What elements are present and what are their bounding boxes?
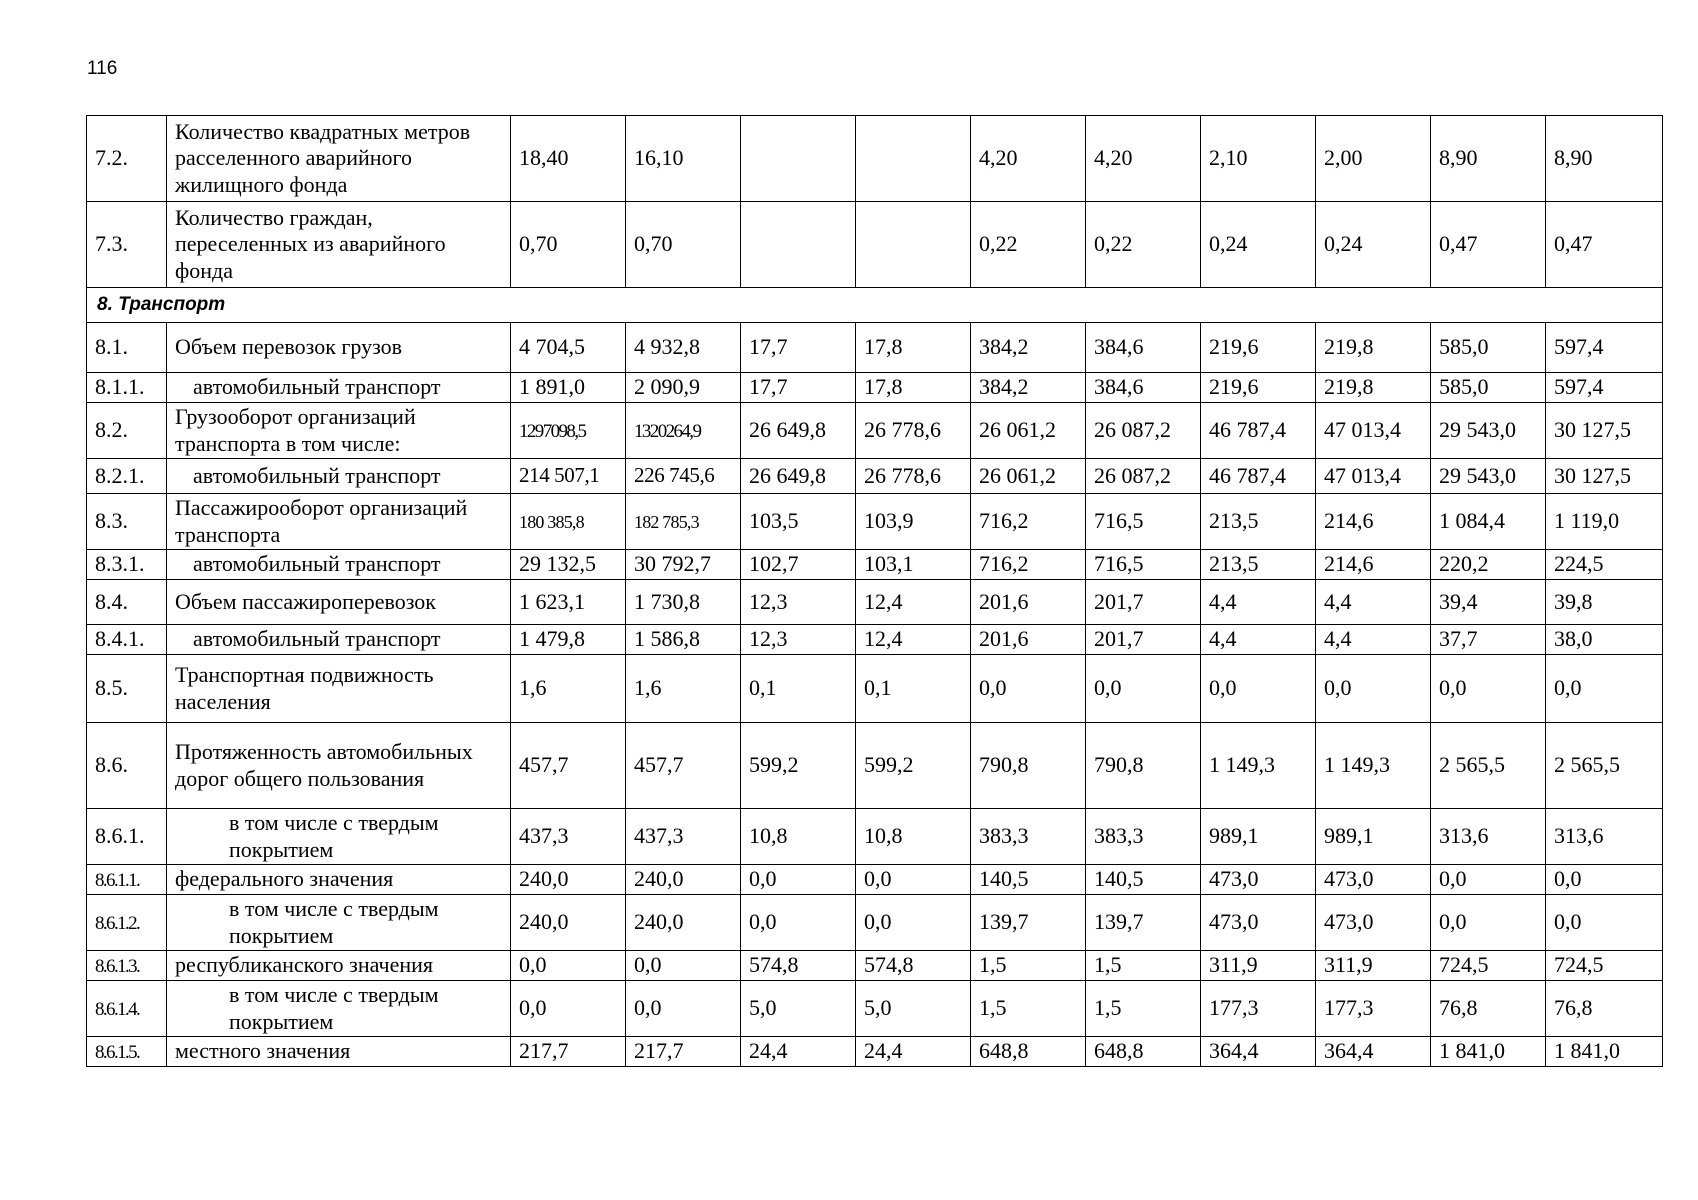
- value-cell: 0,47: [1546, 202, 1663, 288]
- value-cell: 0,22: [971, 202, 1086, 288]
- value-cell: 0,0: [626, 981, 741, 1037]
- value-cell: [626, 403, 741, 459]
- row-number: 8.2.: [87, 403, 167, 459]
- value-cell: 0,47: [1431, 202, 1546, 288]
- value-cell: 240,0: [511, 895, 626, 951]
- value-cell: 220,2: [1431, 550, 1546, 580]
- value-cell: 1,5: [971, 951, 1086, 981]
- value-cell: 437,3: [626, 809, 741, 865]
- value-cell: 226 745,6: [626, 459, 741, 494]
- value-cell: 0,0: [856, 865, 971, 895]
- table-row: [87, 323, 1663, 373]
- value-cell: 384,2: [971, 373, 1086, 403]
- value-cell: 30 127,5: [1546, 403, 1663, 459]
- value-cell: 648,8: [1086, 1037, 1201, 1067]
- value-cell: 790,8: [1086, 723, 1201, 809]
- value-cell: 46 787,4: [1201, 403, 1316, 459]
- value-cell: 1 841,0: [1431, 1037, 1546, 1067]
- value-cell: 219,6: [1201, 373, 1316, 403]
- value-cell: 1 149,3: [1316, 723, 1431, 809]
- value-cell: 0,0: [1431, 895, 1546, 951]
- value-cell: 8,90: [1546, 116, 1663, 202]
- value-cell: 0,0: [626, 951, 741, 981]
- value-cell: 1,6: [511, 655, 626, 723]
- value-cell: [856, 202, 971, 288]
- value-cell: 201,7: [1086, 580, 1201, 625]
- value-cell: 24,4: [856, 1037, 971, 1067]
- value-cell: 139,7: [971, 895, 1086, 951]
- value-cell: 26 778,6: [856, 403, 971, 459]
- value-cell: [626, 494, 741, 550]
- value-cell: 585,0: [1431, 323, 1546, 373]
- value-cell: 989,1: [1201, 809, 1316, 865]
- table-row: [87, 655, 1663, 723]
- value-cell: 2,00: [1316, 116, 1431, 202]
- value-cell: 0,0: [1431, 655, 1546, 723]
- table-row: [87, 951, 1663, 981]
- table-row: [87, 625, 1663, 655]
- value-cell: 76,8: [1431, 981, 1546, 1037]
- value-cell: 0,24: [1201, 202, 1316, 288]
- table-row: [87, 580, 1663, 625]
- value-cell: 599,2: [741, 723, 856, 809]
- row-name: Объем перевозок грузов: [167, 323, 511, 373]
- value-cell: 139,7: [1086, 895, 1201, 951]
- value-cell: 240,0: [511, 865, 626, 895]
- value-cell: [856, 116, 971, 202]
- value-cell: 26 778,6: [856, 459, 971, 494]
- value-text: 180 385,8: [519, 512, 584, 533]
- value-cell: 574,8: [856, 951, 971, 981]
- value-cell: 12,3: [741, 625, 856, 655]
- value-cell: 0,0: [1316, 655, 1431, 723]
- value-cell: 0,0: [741, 895, 856, 951]
- value-cell: 30 792,7: [626, 550, 741, 580]
- value-cell: 12,3: [741, 580, 856, 625]
- row-number: [87, 895, 167, 951]
- value-cell: 0,1: [741, 655, 856, 723]
- value-cell: 10,8: [741, 809, 856, 865]
- row-name: автомобильный транспорт: [167, 373, 511, 403]
- value-cell: 240,0: [626, 895, 741, 951]
- value-cell: 26 087,2: [1086, 459, 1201, 494]
- value-cell: 384,6: [1086, 373, 1201, 403]
- value-cell: 0,0: [511, 951, 626, 981]
- row-number: 8.4.1.: [87, 625, 167, 655]
- row-name: республиканского значения: [167, 951, 511, 981]
- row-name: Количество квадратных метров расселенного аварийного жилищного фонда: [167, 116, 511, 202]
- value-cell: 26 061,2: [971, 403, 1086, 459]
- value-cell: 1 084,4: [1431, 494, 1546, 550]
- value-cell: 12,4: [856, 625, 971, 655]
- value-cell: 473,0: [1201, 865, 1316, 895]
- row-number: 8.6.: [87, 723, 167, 809]
- row-number: 8.1.1.: [87, 373, 167, 403]
- value-cell: 311,9: [1201, 951, 1316, 981]
- value-cell: 716,2: [971, 494, 1086, 550]
- value-cell: 0,1: [856, 655, 971, 723]
- value-cell: 2 565,5: [1546, 723, 1663, 809]
- value-cell: 16,10: [626, 116, 741, 202]
- table-row: [87, 116, 1663, 202]
- value-cell: 473,0: [1201, 895, 1316, 951]
- value-cell: 103,5: [741, 494, 856, 550]
- value-cell: 103,1: [856, 550, 971, 580]
- value-cell: 0,70: [511, 202, 626, 288]
- value-cell: 4,20: [1086, 116, 1201, 202]
- row-number: 8.5.: [87, 655, 167, 723]
- value-cell: 585,0: [1431, 373, 1546, 403]
- value-cell: 1 730,8: [626, 580, 741, 625]
- value-cell: 0,0: [741, 865, 856, 895]
- value-cell: 10,8: [856, 809, 971, 865]
- value-cell: 457,7: [626, 723, 741, 809]
- value-cell: 989,1: [1316, 809, 1431, 865]
- value-cell: 26 087,2: [1086, 403, 1201, 459]
- table-row: [87, 723, 1663, 809]
- value-cell: 597,4: [1546, 373, 1663, 403]
- section-title: 8. Транспорт: [87, 288, 1663, 323]
- value-cell: 4 704,5: [511, 323, 626, 373]
- value-cell: 76,8: [1546, 981, 1663, 1037]
- table-row: [87, 809, 1663, 865]
- value-cell: 0,22: [1086, 202, 1201, 288]
- value-cell: 4,4: [1316, 580, 1431, 625]
- value-cell: 219,8: [1316, 323, 1431, 373]
- value-cell: 201,6: [971, 580, 1086, 625]
- row-number: [87, 981, 167, 1037]
- row-number: 8.6.1.: [87, 809, 167, 865]
- row-number-text: 8.6.1.1.: [95, 870, 140, 892]
- value-cell: 5,0: [741, 981, 856, 1037]
- value-cell: 473,0: [1316, 895, 1431, 951]
- row-number: 7.3.: [87, 202, 167, 288]
- row-number: 8.4.: [87, 580, 167, 625]
- row-number-text: 8.6.1.4.: [95, 999, 140, 1021]
- row-number: [87, 951, 167, 981]
- value-text: 182 785,3: [634, 512, 699, 533]
- value-cell: 17,7: [741, 323, 856, 373]
- table-row: [87, 1037, 1663, 1067]
- row-name: Грузооборот организаций транспорта в том числе:: [167, 403, 511, 459]
- value-cell: 4,4: [1316, 625, 1431, 655]
- table-row: [87, 202, 1663, 288]
- value-cell: 0,0: [856, 895, 971, 951]
- table-row: [87, 865, 1663, 895]
- table-row: [87, 459, 1663, 494]
- value-cell: 1 841,0: [1546, 1037, 1663, 1067]
- row-number: 8.1.: [87, 323, 167, 373]
- value-cell: 716,5: [1086, 550, 1201, 580]
- row-name: местного значения: [167, 1037, 511, 1067]
- value-cell: 648,8: [971, 1037, 1086, 1067]
- value-cell: 2 090,9: [626, 373, 741, 403]
- value-cell: 4,4: [1201, 625, 1316, 655]
- value-cell: 224,5: [1546, 550, 1663, 580]
- table-row: [87, 981, 1663, 1037]
- row-number-text: 8.6.1.2.: [95, 913, 140, 935]
- value-cell: [741, 116, 856, 202]
- row-name: Транспортная подвижность населения: [167, 655, 511, 723]
- value-cell: 473,0: [1316, 865, 1431, 895]
- value-cell: 217,7: [511, 1037, 626, 1067]
- value-cell: 46 787,4: [1201, 459, 1316, 494]
- value-cell: 18,40: [511, 116, 626, 202]
- value-cell: [511, 494, 626, 550]
- value-cell: 364,4: [1316, 1037, 1431, 1067]
- value-cell: 201,7: [1086, 625, 1201, 655]
- value-cell: 29 543,0: [1431, 459, 1546, 494]
- value-cell: 39,4: [1431, 580, 1546, 625]
- value-cell: 597,4: [1546, 323, 1663, 373]
- value-cell: 0,70: [626, 202, 741, 288]
- value-cell: 0,0: [1431, 865, 1546, 895]
- value-cell: 1,5: [1086, 951, 1201, 981]
- page-number: 116: [87, 58, 118, 79]
- value-cell: 311,9: [1316, 951, 1431, 981]
- value-cell: 214,6: [1316, 550, 1431, 580]
- value-cell: 177,3: [1201, 981, 1316, 1037]
- row-name: автомобильный транспорт: [167, 459, 511, 494]
- row-name: автомобильный транспорт: [167, 625, 511, 655]
- value-cell: 0,0: [1546, 865, 1663, 895]
- value-cell: 599,2: [856, 723, 971, 809]
- value-cell: 240,0: [626, 865, 741, 895]
- value-cell: 17,7: [741, 373, 856, 403]
- row-number: 8.2.1.: [87, 459, 167, 494]
- value-cell: [511, 403, 626, 459]
- value-cell: 1,6: [626, 655, 741, 723]
- value-cell: 0,0: [971, 655, 1086, 723]
- value-cell: 1 623,1: [511, 580, 626, 625]
- value-cell: 47 013,4: [1316, 459, 1431, 494]
- value-cell: 177,3: [1316, 981, 1431, 1037]
- value-cell: 39,8: [1546, 580, 1663, 625]
- value-cell: 1 149,3: [1201, 723, 1316, 809]
- value-cell: 364,4: [1201, 1037, 1316, 1067]
- value-cell: 4,4: [1201, 580, 1316, 625]
- value-cell: 38,0: [1546, 625, 1663, 655]
- row-number-text: 8.6.1.3.: [95, 956, 140, 978]
- value-cell: 201,6: [971, 625, 1086, 655]
- value-cell: 574,8: [741, 951, 856, 981]
- value-cell: 716,2: [971, 550, 1086, 580]
- value-text: 1297098,5: [519, 421, 586, 443]
- indicators-table: [86, 115, 1663, 1067]
- value-cell: 140,5: [1086, 865, 1201, 895]
- row-name: Протяженность автомобильных дорог общего пользования: [167, 723, 511, 809]
- value-cell: 219,6: [1201, 323, 1316, 373]
- value-cell: 1 891,0: [511, 373, 626, 403]
- value-cell: 213,5: [1201, 550, 1316, 580]
- value-cell: 140,5: [971, 865, 1086, 895]
- value-cell: 214 507,1: [511, 459, 626, 494]
- value-cell: 0,0: [1546, 895, 1663, 951]
- value-cell: 1 479,8: [511, 625, 626, 655]
- row-number: [87, 1037, 167, 1067]
- value-cell: 8,90: [1431, 116, 1546, 202]
- table-row: [87, 403, 1663, 459]
- row-number-text: 8.6.1.5.: [95, 1042, 140, 1064]
- value-cell: 724,5: [1546, 951, 1663, 981]
- row-name: Количество граждан, переселенных из аварийного фонда: [167, 202, 511, 288]
- row-number: 8.3.1.: [87, 550, 167, 580]
- row-name: в том числе с твердым покрытием: [167, 895, 511, 951]
- value-cell: 26 061,2: [971, 459, 1086, 494]
- value-cell: 47 013,4: [1316, 403, 1431, 459]
- value-cell: [741, 202, 856, 288]
- row-number: 8.3.: [87, 494, 167, 550]
- value-cell: 2,10: [1201, 116, 1316, 202]
- value-cell: 1,5: [971, 981, 1086, 1037]
- row-name: Объем пассажироперевозок: [167, 580, 511, 625]
- row-name: федерального значения: [167, 865, 511, 895]
- table-row: [87, 895, 1663, 951]
- value-cell: 213,5: [1201, 494, 1316, 550]
- value-cell: 37,7: [1431, 625, 1546, 655]
- value-cell: 219,8: [1316, 373, 1431, 403]
- value-cell: 26 649,8: [741, 459, 856, 494]
- value-cell: 217,7: [626, 1037, 741, 1067]
- value-cell: 0,0: [1546, 655, 1663, 723]
- value-cell: 383,3: [1086, 809, 1201, 865]
- value-cell: 26 649,8: [741, 403, 856, 459]
- value-cell: 24,4: [741, 1037, 856, 1067]
- value-cell: 0,0: [511, 981, 626, 1037]
- value-cell: 29 543,0: [1431, 403, 1546, 459]
- value-cell: 1 586,8: [626, 625, 741, 655]
- value-cell: 0,0: [1086, 655, 1201, 723]
- value-cell: 29 132,5: [511, 550, 626, 580]
- value-cell: 102,7: [741, 550, 856, 580]
- value-cell: 0,24: [1316, 202, 1431, 288]
- value-cell: 2 565,5: [1431, 723, 1546, 809]
- value-cell: 4 932,8: [626, 323, 741, 373]
- value-cell: 383,3: [971, 809, 1086, 865]
- value-cell: 17,8: [856, 323, 971, 373]
- value-cell: 1,5: [1086, 981, 1201, 1037]
- table-row: [87, 494, 1663, 550]
- value-cell: 12,4: [856, 580, 971, 625]
- row-number: [87, 865, 167, 895]
- table-row: [87, 550, 1663, 580]
- table-row: [87, 373, 1663, 403]
- value-cell: 5,0: [856, 981, 971, 1037]
- value-cell: 214,6: [1316, 494, 1431, 550]
- value-cell: 0,0: [1201, 655, 1316, 723]
- row-name: Пассажирооборот организаций транспорта: [167, 494, 511, 550]
- value-cell: 4,20: [971, 116, 1086, 202]
- value-cell: 384,2: [971, 323, 1086, 373]
- value-cell: 457,7: [511, 723, 626, 809]
- value-cell: 313,6: [1546, 809, 1663, 865]
- value-cell: 790,8: [971, 723, 1086, 809]
- value-cell: 30 127,5: [1546, 459, 1663, 494]
- row-number: 7.2.: [87, 116, 167, 202]
- row-name: в том числе с твердым покрытием: [167, 809, 511, 865]
- value-cell: 313,6: [1431, 809, 1546, 865]
- value-text: 1320264,9: [634, 421, 701, 443]
- row-name: автомобильный транспорт: [167, 550, 511, 580]
- value-cell: 384,6: [1086, 323, 1201, 373]
- row-name: в том числе с твердым покрытием: [167, 981, 511, 1037]
- section-row: [87, 288, 1663, 323]
- value-cell: 724,5: [1431, 951, 1546, 981]
- value-cell: 437,3: [511, 809, 626, 865]
- value-cell: 17,8: [856, 373, 971, 403]
- value-cell: 1 119,0: [1546, 494, 1663, 550]
- value-cell: 716,5: [1086, 494, 1201, 550]
- value-cell: 103,9: [856, 494, 971, 550]
